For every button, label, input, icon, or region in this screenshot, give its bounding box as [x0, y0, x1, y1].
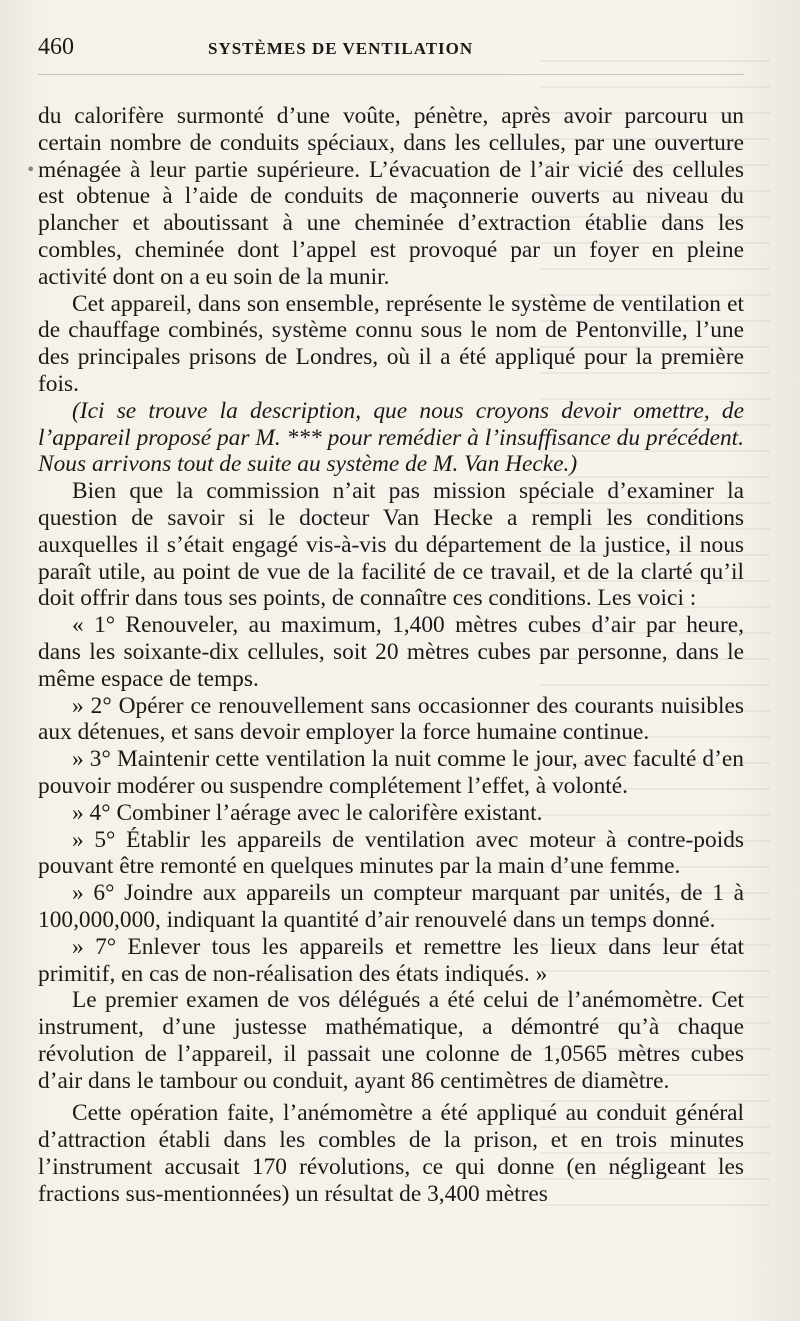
condition-item-5: » 5° Établir les appareils de ventilation avec moteur à contre-poids pouvant être remonté en quelques minutes par la main d’une femme. [38, 826, 744, 880]
paragraph-measurement: Cette opération faite, l’anémomètre a été appliqué au conduit général d’attraction établi dans les combles de la prison, et en trois minutes l’instrument accusait 170 révolutions, ce qui donne (en négligeant les fractions sus-mentionnées) un résultat de 3,400 mètres [38, 1100, 744, 1207]
condition-item-7: » 7° Enlever tous les appareils et remettre les lieux dans leur état primitif, en cas de non-réalisation des états indiqués. » [38, 933, 744, 987]
condition-item-3: » 3° Maintenir cette ventilation la nuit comme le jour, avec faculté d’en pouvoir modérer ou suspendre complétement l’effet, à volonté. [38, 746, 744, 799]
paragraph-anemometer: Le premier examen de vos délégués a été celui de l’anémomètre. Cet instrument, d’une justesse mathématique, a démontré qu’à chaque révolution de l’appareil, il passait une colonne de 1,0565 mètres cubes d’air dans le tambour ou conduit, ayant 86 centimètres de diamètre. [38, 987, 744, 1094]
body-text [38, 103, 744, 1208]
condition-item-6: » 6° Joindre aux appareils un compteur marquant par unités, de 1 à 100,000,000, indiquant la quantité d’air renouvelé dans un temps donné. [38, 880, 744, 933]
condition-item-2: » 2° Opérer ce renouvellement sans occasionner des courants nuisibles aux détenues, et sans devoir employer la force humaine continue. [38, 692, 744, 746]
paragraph-conditions-intro: Bien que la commission n’ait pas mission spéciale d’examiner la question de savoir si le docteur Van Hecke a rempli les conditions auxquelles il s’était engagé vis-à-vis du département de la justice, il nous paraît utile, au point de vue de la facilité de ce travail, et de la clarté qu’il doit offrir dans tous ses points, de connaître ces conditions. Les voici : [38, 478, 744, 612]
condition-item-4: » 4° Combiner l’aérage avec le calorifère existant. [72, 799, 543, 826]
paragraph-pentonville: Cet appareil, dans son ensemble, représente le système de ventilation et de chauffage combinés, système connu sous le nom de Pentonville, l’une des principales prisons de Londres, où il a été appliqué pour la première fois. [38, 290, 744, 397]
paragraph-continuation: du calorifère surmonté d’une voûte, pénètre, après avoir parcouru un certain nombre de conduits spéciaux, dans les cellules, par une ouverture ménagée à leur partie supérieure. L’évacuation de l’air vicié des cellules est obtenue à l’aide de conduits de maçonnerie ouverts au niveau du plancher et aboutissant à une cheminée d’extraction établie dans les combles, cheminée dont l’appel est provoqué par un foyer en pleine activité dont on a eu soin de la munir. [38, 103, 744, 290]
page-number: 460 [38, 34, 74, 60]
running-head: SYSTÈMES DE VENTILATION [208, 39, 474, 58]
condition-item-1: « 1° Renouveler, au maximum, 1,400 mètres cubes d’air par heure, dans les soixante-dix cellules, soit 20 mètres cubes par personne, dans le même espace de temps. [38, 612, 744, 692]
page-header [38, 34, 744, 75]
paragraph-editorial-note: (Ici se trouve la description, que nous croyons devoir omettre, de l’appareil proposé par M. *** pour remédier à l’insuffisance du précédent. Nous arrivons tout de suite au système de M. Van Hecke.) [38, 397, 744, 478]
margin-mark: • [26, 160, 36, 179]
